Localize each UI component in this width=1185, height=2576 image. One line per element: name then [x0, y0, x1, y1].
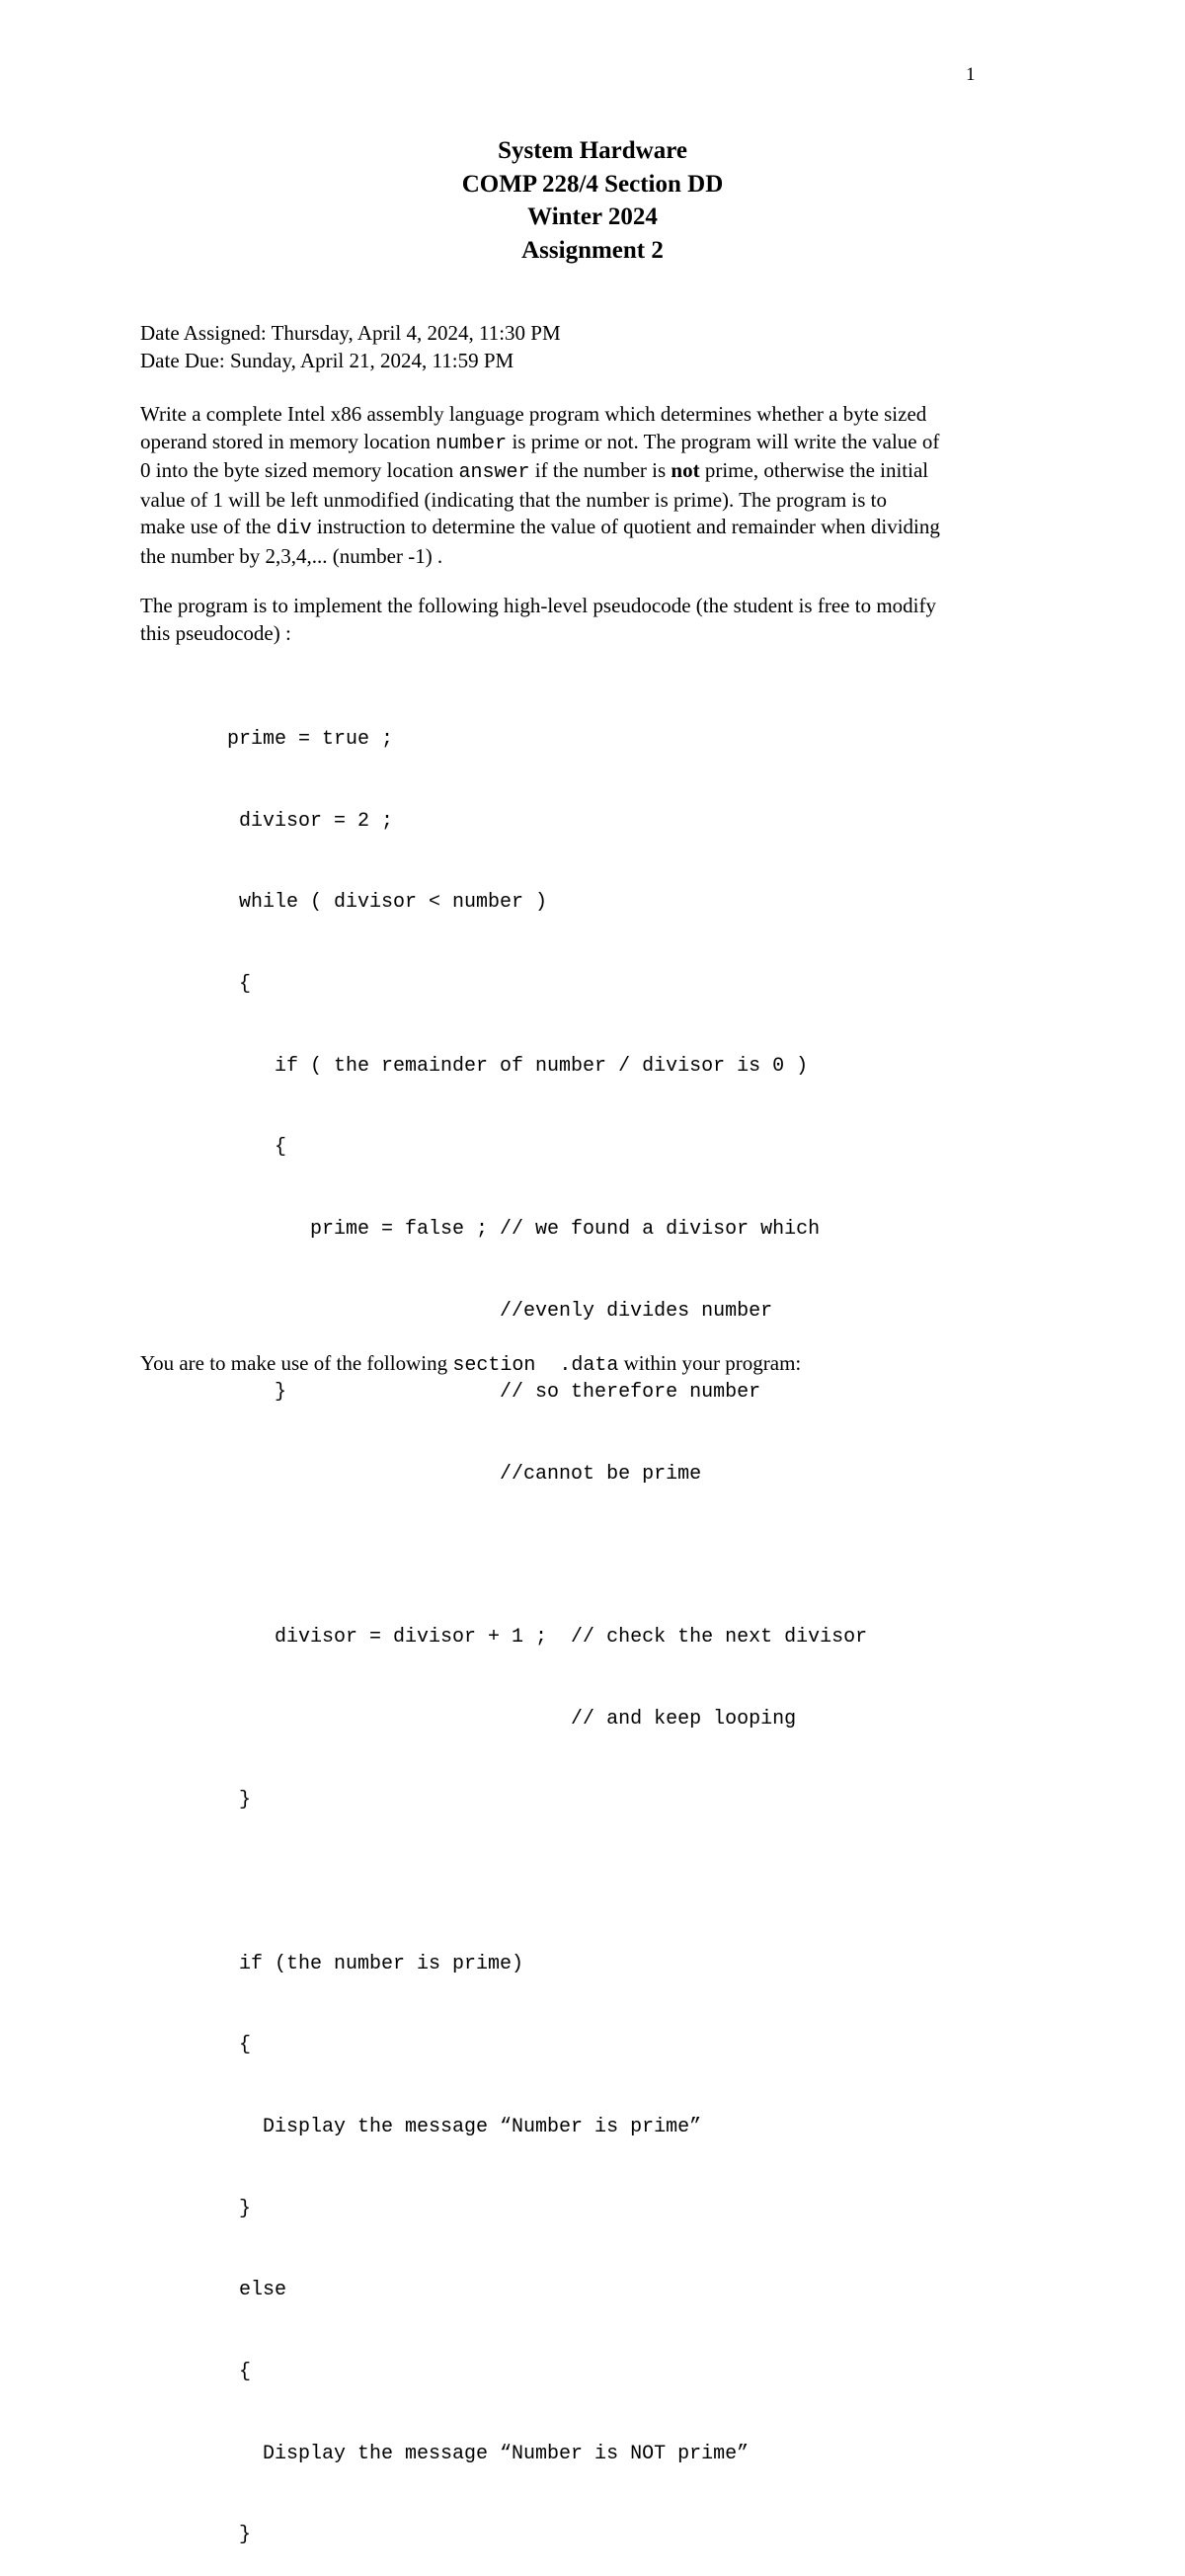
code-line: } // so therefore number [227, 1381, 761, 1405]
description-line: value of 1 will be left unmodified (indicating that the number is prime). The program is to [140, 487, 888, 512]
page-number: 1 [966, 64, 976, 85]
code-line: if (the number is prime) [227, 1952, 524, 1975]
code-line: Display the message “Number is prime” [227, 2115, 702, 2138]
intro-line: this pseudocode) : [140, 620, 291, 645]
text-run: 0 into the byte sized memory location [140, 458, 459, 482]
data-section-instruction [140, 1350, 1059, 1380]
text-run: operand stored in memory location [140, 429, 436, 453]
code-line: } [227, 2524, 252, 2547]
text-run: instruction to determine the value of quotient and remainder when dividing [311, 515, 940, 538]
text-run: You are to make use of the following [140, 1351, 453, 1375]
code-line: { [227, 2034, 252, 2057]
title-assignment: Assignment 2 [521, 236, 664, 264]
text-run: is prime or not. The program will write the value of [507, 429, 940, 453]
description-line: the number by 2,3,4,... (number -1) . [140, 543, 443, 568]
date-assigned: Date Assigned: Thursday, April 4, 2024, 11:30 PM [140, 321, 561, 345]
code-line: divisor = 2 ; [227, 809, 394, 833]
description-line [140, 514, 1059, 543]
description-line [140, 429, 1059, 458]
text-run: within your program: [618, 1351, 802, 1375]
text-run: if the number is [529, 458, 672, 482]
code-line: while ( divisor < number ) [227, 891, 548, 915]
instruction-line [140, 1350, 1059, 1380]
text-run: make use of the [140, 515, 276, 538]
code-line: prime = false ; // we found a divisor which [227, 1217, 821, 1241]
code-line: // and keep looping [227, 1707, 797, 1731]
document-title [0, 134, 1185, 267]
code-line [227, 1869, 867, 1896]
emphasis-not: not [671, 458, 700, 482]
description-line: Write a complete Intel x86 assembly language program which determines whether a byte sized [140, 402, 927, 426]
inline-code-section-data: section .data [452, 1354, 619, 1377]
code-line: { [227, 1136, 287, 1160]
inline-code-number: number [435, 432, 508, 455]
code-line: prime = true ; [227, 728, 394, 752]
assignment-dates [140, 320, 1059, 374]
code-line: divisor = divisor + 1 ; // check the next divisor [227, 1626, 868, 1650]
code-line: else [227, 2279, 287, 2302]
code-line [227, 1543, 867, 1570]
code-line: if ( the remainder of number / divisor is 0 ) [227, 1054, 809, 1078]
pseudocode-block [227, 672, 867, 2576]
title-course-name: System Hardware [498, 137, 687, 164]
date-due: Date Due: Sunday, April 21, 2024, 11:59 PM [140, 348, 514, 372]
text-run: prime, otherwise the initial [699, 458, 929, 482]
title-course-code: COMP 228/4 Section DD [461, 170, 724, 198]
code-line: } [227, 1789, 252, 1812]
code-line: //evenly divides number [227, 1299, 773, 1323]
intro-line: The program is to implement the following high-level pseudocode (the student is free to modify [140, 594, 936, 617]
code-line: } [227, 2197, 252, 2220]
pseudocode-intro [140, 593, 1059, 647]
code-line: { [227, 973, 252, 997]
inline-code-div: div [276, 518, 312, 540]
title-term: Winter 2024 [527, 203, 658, 230]
inline-code-answer: answer [458, 461, 530, 484]
assignment-description [140, 401, 1059, 570]
code-line: //cannot be prime [227, 1462, 702, 1486]
description-line [140, 457, 1059, 487]
code-line: Display the message “Number is NOT prime” [227, 2442, 750, 2465]
code-line: { [227, 2360, 252, 2383]
